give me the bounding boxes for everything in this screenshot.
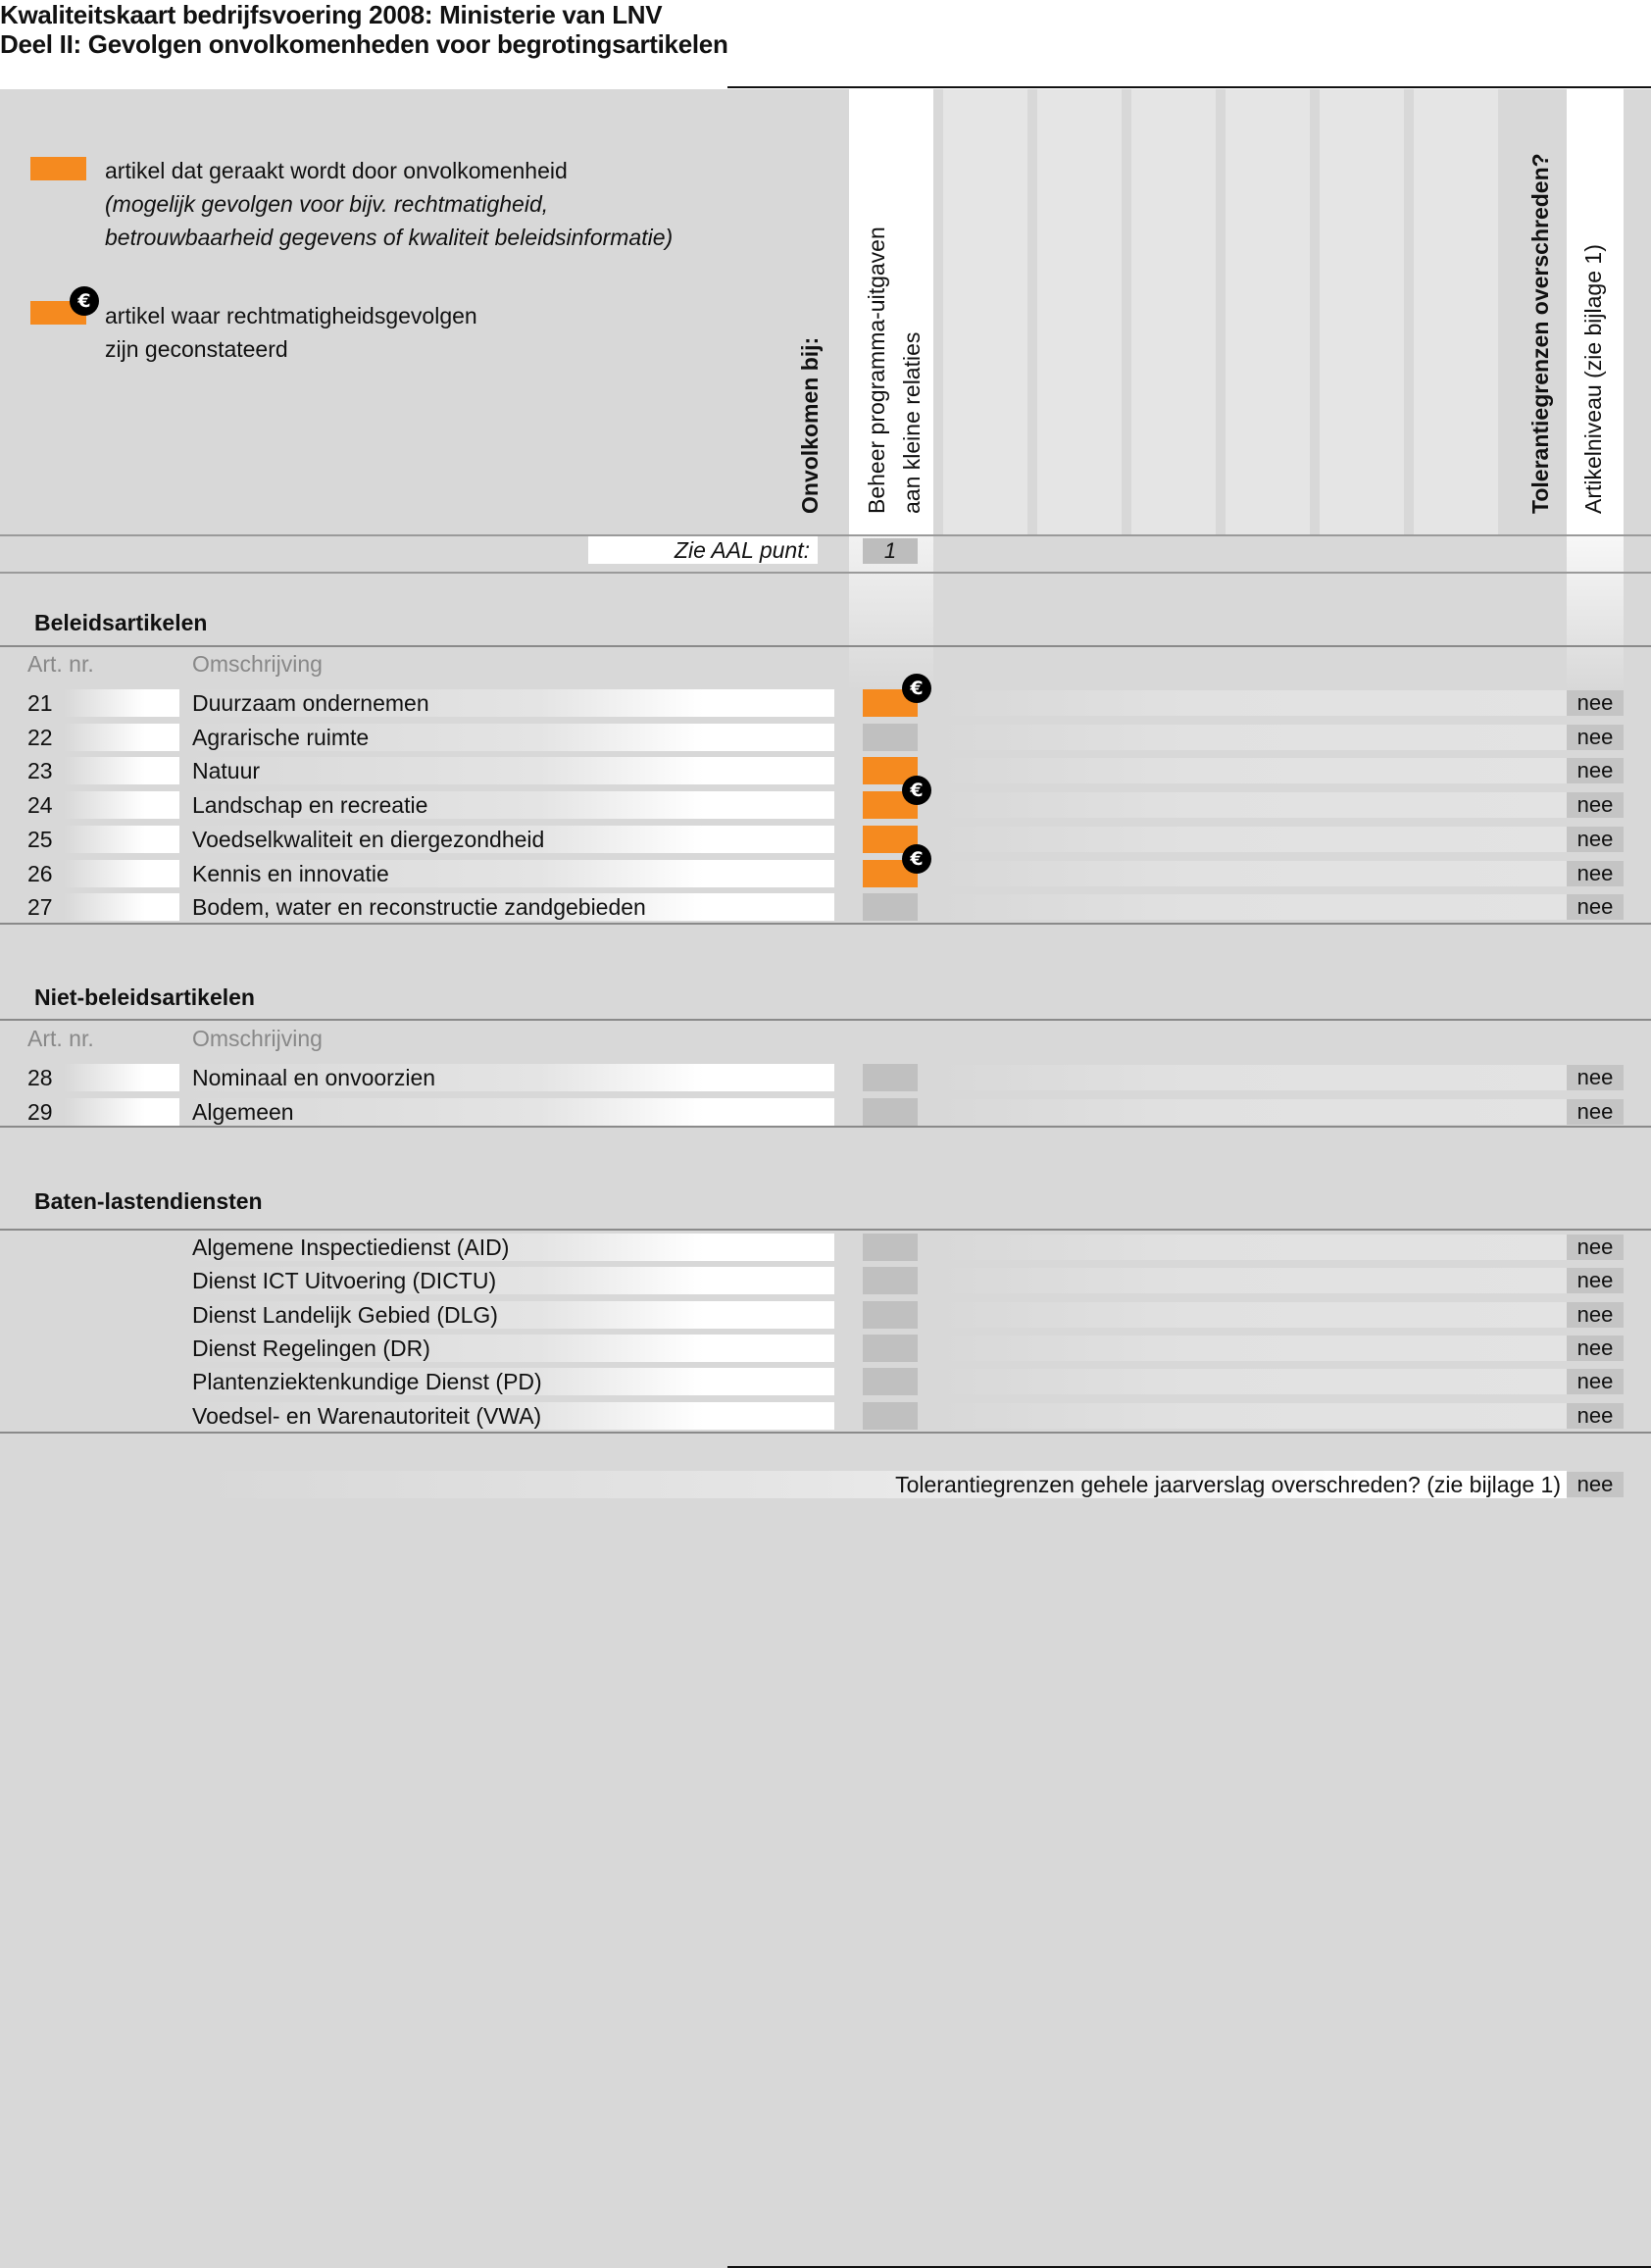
aal-bottom-rule <box>0 572 1651 574</box>
aal-value: 1 <box>863 538 918 564</box>
header-col1-line1: Beheer programma-uitgaven <box>864 227 889 514</box>
legend-affected-line3: betrouwbaarheid gegevens of kwaliteit beleidsinformatie) <box>105 225 674 250</box>
description-bar <box>179 757 834 784</box>
legend-euro-line2: zijn geconstateerd <box>105 336 288 362</box>
section-rule-baten <box>0 1229 1651 1231</box>
tolerance-value: nee <box>1567 1065 1624 1090</box>
article-number: 23 <box>27 758 53 784</box>
row-bar <box>935 861 1569 886</box>
row-bar <box>935 827 1569 852</box>
tolerance-value: nee <box>1567 792 1624 818</box>
row-bar <box>935 690 1569 716</box>
number-fade <box>64 757 179 784</box>
header-col1-line2: aan kleine relaties <box>899 331 925 514</box>
article-number: 25 <box>27 826 53 852</box>
empty-cell <box>863 1098 918 1126</box>
total-value: nee <box>1567 1472 1624 1497</box>
empty-cell <box>863 1368 918 1395</box>
article-description: Dienst Regelingen (DR) <box>192 1335 430 1361</box>
number-fade <box>64 1098 179 1126</box>
tolerance-value: nee <box>1567 861 1624 886</box>
tolerance-value: nee <box>1567 1336 1624 1361</box>
empty-cell <box>863 1064 918 1091</box>
tolerance-value: nee <box>1567 1099 1624 1125</box>
column-strip-empty-5 <box>1320 89 1404 534</box>
col-header-desc-2: Omschrijving <box>192 1026 323 1051</box>
tolerance-value: nee <box>1567 725 1624 750</box>
section-end-baten <box>0 1432 1651 1434</box>
article-description: Plantenziektenkundige Dienst (PD) <box>192 1369 542 1395</box>
section-end-nietbeleid <box>0 1126 1651 1128</box>
legend-affected-text <box>105 154 673 254</box>
tolerance-value: nee <box>1567 1268 1624 1293</box>
number-fade <box>64 826 179 853</box>
aal-top-rule <box>0 534 1651 536</box>
page-title: Kwaliteitskaart bedrijfsvoering 2008: Ministerie van LNV <box>0 0 663 29</box>
tolerance-value: nee <box>1567 1302 1624 1328</box>
row-bar <box>935 1336 1569 1361</box>
empty-cell <box>863 893 918 921</box>
column-fade-artikelniveau <box>1567 534 1624 691</box>
row-bar <box>935 1403 1569 1429</box>
column-strip-empty-6 <box>1414 89 1498 534</box>
number-fade <box>64 893 179 921</box>
section-title-beleid: Beleidsartikelen <box>34 610 208 635</box>
article-description: Agrarische ruimte <box>192 724 370 750</box>
row-bar <box>935 1235 1569 1260</box>
number-fade <box>64 1064 179 1091</box>
article-number: 28 <box>27 1065 53 1090</box>
article-number: 24 <box>27 792 53 819</box>
row-bar <box>935 1369 1569 1394</box>
tolerance-value: nee <box>1567 758 1624 783</box>
row-bar <box>935 1268 1569 1293</box>
row-bar <box>935 758 1569 783</box>
page-subtitle: Deel II: Gevolgen onvolkomenheden voor begrotingsartikelen <box>0 29 728 59</box>
legend-euro-line1: artikel waar rechtmatigheidsgevolgen <box>105 303 477 328</box>
section-end-beleid <box>0 923 1651 925</box>
row-bar <box>935 725 1569 750</box>
article-description: Algemeen <box>192 1099 294 1125</box>
euro-icon: € <box>902 776 931 805</box>
header-onvolkomen: Onvolkomen bij: <box>797 336 823 514</box>
section-title-nietbeleid: Niet-beleidsartikelen <box>34 984 255 1010</box>
empty-cell <box>863 724 918 751</box>
total-label: Tolerantiegrenzen gehele jaarverslag overschreden? (zie bijlage 1) <box>895 1472 1561 1497</box>
top-rule <box>727 86 1651 88</box>
column-strip-empty-4 <box>1226 89 1310 534</box>
legend-euro-text <box>105 299 477 366</box>
empty-cell <box>863 1335 918 1362</box>
column-strip-empty-3 <box>1131 89 1216 534</box>
article-description: Dienst ICT Uitvoering (DICTU) <box>192 1268 497 1294</box>
article-number: 26 <box>27 860 53 886</box>
tolerance-value: nee <box>1567 894 1624 920</box>
column-strip-empty-2 <box>1037 89 1122 534</box>
header-col1 <box>859 227 929 514</box>
article-description: Natuur <box>192 758 261 784</box>
header-tolerantie: Tolerantiegrenzen overschreden? <box>1527 153 1553 514</box>
article-description: Landschap en recreatie <box>192 792 428 819</box>
euro-icon: € <box>902 844 931 874</box>
tolerance-value: nee <box>1567 827 1624 852</box>
number-fade <box>64 791 179 819</box>
empty-cell <box>863 1267 918 1294</box>
euro-icon: € <box>70 286 99 316</box>
row-bar <box>935 894 1569 920</box>
article-description: Nominaal en onvoorzien <box>192 1065 436 1090</box>
article-description: Bodem, water en reconstructie zandgebieden <box>192 894 646 921</box>
row-bar <box>935 1099 1569 1125</box>
tolerance-value: nee <box>1567 1403 1624 1429</box>
euro-icon: € <box>902 674 931 703</box>
empty-cell <box>863 1234 918 1261</box>
tolerance-value: nee <box>1567 1235 1624 1260</box>
aal-label: Zie AAL punt: <box>588 536 818 564</box>
article-number: 27 <box>27 894 53 921</box>
col-header-nr-2: Art. nr. <box>27 1026 94 1051</box>
article-description: Duurzaam ondernemen <box>192 690 429 716</box>
article-description: Voedsel- en Warenautoriteit (VWA) <box>192 1402 542 1429</box>
row-bar <box>935 792 1569 818</box>
column-strip-empty-1 <box>943 89 1027 534</box>
legend-affected-line1: artikel dat geraakt wordt door onvolkomenheid <box>105 158 568 183</box>
empty-cell <box>863 1402 918 1430</box>
col-header-desc: Omschrijving <box>192 651 323 677</box>
number-fade <box>64 724 179 751</box>
article-description: Voedselkwaliteit en diergezondheid <box>192 826 545 852</box>
legend-affected-line2: (mogelijk gevolgen voor bijv. rechtmatigheid, <box>105 191 549 217</box>
article-number: 29 <box>27 1099 53 1125</box>
row-bar <box>935 1065 1569 1090</box>
article-number: 21 <box>27 690 53 716</box>
article-number: 22 <box>27 724 53 750</box>
article-description: Algemene Inspectiedienst (AID) <box>192 1235 510 1260</box>
section-rule-beleid <box>0 645 1651 647</box>
number-fade <box>64 860 179 887</box>
section-title-baten: Baten-lastendiensten <box>34 1188 263 1214</box>
tolerance-value: nee <box>1567 1369 1624 1394</box>
empty-cell <box>863 1301 918 1329</box>
article-description: Kennis en innovatie <box>192 860 389 886</box>
article-description: Dienst Landelijk Gebied (DLG) <box>192 1301 498 1328</box>
header-artikelniveau: Artikelniveau (zie bijlage 1) <box>1580 244 1606 514</box>
row-bar <box>935 1302 1569 1328</box>
section-rule-nietbeleid <box>0 1019 1651 1021</box>
number-fade <box>64 689 179 717</box>
col-header-nr: Art. nr. <box>27 651 94 677</box>
tolerance-value: nee <box>1567 690 1624 716</box>
legend-swatch-affected <box>30 157 86 180</box>
